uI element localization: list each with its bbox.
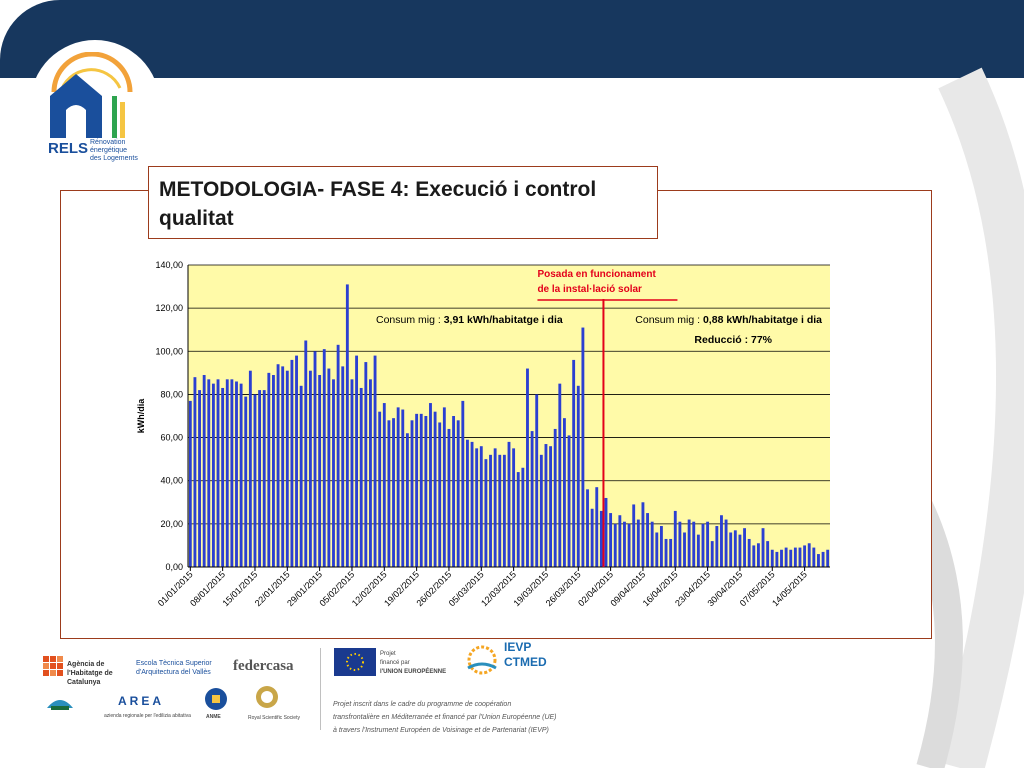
- data-bar: [443, 407, 446, 567]
- data-bar: [193, 377, 196, 567]
- data-bar: [369, 379, 372, 567]
- y-tick-label: 120,00: [155, 303, 183, 314]
- data-bar: [669, 539, 672, 567]
- data-bar: [812, 548, 815, 567]
- data-bar: [263, 390, 266, 567]
- data-bar: [794, 548, 797, 567]
- data-bar: [494, 448, 497, 567]
- x-tick-label: 07/05/2015: [737, 569, 777, 609]
- data-bar: [808, 543, 811, 567]
- data-bar: [581, 328, 584, 567]
- data-bar: [729, 532, 732, 567]
- data-bar: [540, 455, 543, 567]
- data-bar: [314, 351, 317, 567]
- data-bar: [364, 362, 367, 567]
- data-bar: [341, 366, 344, 567]
- data-bar: [572, 360, 575, 567]
- logo-subtitle-line: Rénovation: [90, 139, 126, 146]
- y-axis-label: kWh/dia: [136, 398, 146, 434]
- data-bar: [526, 369, 529, 567]
- data-bar: [254, 394, 257, 567]
- data-bar: [277, 364, 280, 567]
- data-bar: [304, 341, 307, 568]
- area-logo-subtitle: azienda regionale per l'edilizia abitativa: [104, 713, 191, 719]
- data-bar: [517, 472, 520, 567]
- x-tick-label: 26/03/2015: [543, 569, 583, 609]
- y-tick-label: 20,00: [160, 518, 183, 529]
- data-bar: [609, 513, 612, 567]
- eu-funding-line: Projet: [380, 651, 396, 657]
- data-bar: [512, 448, 515, 567]
- data-bar: [678, 522, 681, 567]
- data-bar: [401, 410, 404, 567]
- data-bar: [715, 526, 718, 567]
- data-bar: [655, 532, 658, 567]
- data-bar: [475, 448, 478, 567]
- royal-scientific-society-logo: Royal Scientific Society: [248, 715, 300, 721]
- data-bar: [762, 528, 765, 567]
- data-bar: [337, 345, 340, 567]
- data-bar: [660, 526, 663, 567]
- data-bar: [327, 369, 330, 567]
- data-bar: [817, 554, 820, 567]
- event-label-line1: Posada en funcionament: [537, 269, 656, 280]
- data-bar: [748, 539, 751, 567]
- logo-subtitle-line: des Logements: [90, 155, 138, 162]
- data-bar: [498, 455, 501, 567]
- x-tick-label: 09/04/2015: [608, 569, 648, 609]
- data-bar: [614, 524, 617, 567]
- data-bar: [221, 388, 224, 567]
- data-bar: [332, 379, 335, 567]
- data-bar: [411, 420, 414, 567]
- data-bar: [461, 401, 464, 567]
- data-bar: [434, 412, 437, 567]
- data-bar: [323, 349, 326, 567]
- x-tick-label: 30/04/2015: [705, 569, 745, 609]
- data-bar: [508, 442, 511, 567]
- eu-funding-line: financé par: [380, 660, 410, 666]
- data-bar: [258, 390, 261, 567]
- data-bar: [281, 366, 284, 567]
- anme-logo-icon: [203, 686, 229, 712]
- before-average-annotation: Consum mig : 3,91 kWh/habitatge i dia: [376, 314, 563, 326]
- y-tick-label: 40,00: [160, 475, 183, 486]
- x-tick-label: 19/03/2015: [511, 569, 551, 609]
- data-bar: [244, 397, 247, 567]
- data-bar: [623, 522, 626, 567]
- data-bar: [489, 455, 492, 567]
- data-bar: [249, 371, 252, 567]
- data-bar: [387, 420, 390, 567]
- data-bar: [484, 459, 487, 567]
- y-tick-label: 60,00: [160, 432, 183, 443]
- data-bar: [595, 487, 598, 567]
- agencia-habitatge-logo-icon: [43, 656, 63, 676]
- x-tick-label: 05/02/2015: [317, 569, 357, 609]
- data-bar: [766, 541, 769, 567]
- data-bar: [503, 455, 506, 567]
- logo-subtitle: [90, 139, 150, 163]
- data-bar: [531, 431, 534, 567]
- data-bar: [720, 515, 723, 567]
- data-bar: [406, 433, 409, 567]
- data-bar: [554, 429, 557, 567]
- reduction-annotation: Reducció : 77%: [694, 334, 772, 346]
- data-bar: [549, 446, 552, 567]
- data-bar: [392, 418, 395, 567]
- data-bar: [207, 379, 210, 567]
- data-bar: [374, 356, 377, 567]
- data-bar: [466, 440, 469, 567]
- government-emblem-icon: [45, 690, 75, 714]
- x-tick-label: 14/05/2015: [770, 569, 810, 609]
- data-bar: [665, 539, 668, 567]
- x-tick-label: 22/01/2015: [252, 569, 292, 609]
- x-tick-label: 12/03/2015: [479, 569, 519, 609]
- x-tick-label: 29/01/2015: [285, 569, 325, 609]
- data-bar: [383, 403, 386, 567]
- data-bar: [577, 386, 580, 567]
- ieve-ctmed-logo-icon: [462, 640, 502, 680]
- data-bar: [212, 384, 215, 567]
- data-bar: [457, 420, 460, 567]
- event-label-line2: de la instal·lació solar: [537, 284, 642, 295]
- x-tick-label: 02/04/2015: [576, 569, 616, 609]
- x-tick-label: 15/01/2015: [220, 569, 260, 609]
- data-bar: [674, 511, 677, 567]
- data-bar: [706, 522, 709, 567]
- x-tick-label: 16/04/2015: [640, 569, 680, 609]
- data-bar: [563, 418, 566, 567]
- eu-funding-line: l'UNION EUROPÉENNE: [380, 669, 447, 675]
- disclaimer-line: à travers l'Instrument Européen de Voisinage et de Partenariat (IEVP): [333, 727, 549, 734]
- data-bar: [346, 284, 349, 567]
- data-bar: [295, 356, 298, 567]
- data-bar: [217, 379, 220, 567]
- data-bar: [618, 515, 621, 567]
- data-bar: [355, 356, 358, 567]
- data-bar: [452, 416, 455, 567]
- disclaimer-line: transfrontalière en Méditerranée et financé par l'Union Européenne (UE): [333, 714, 557, 721]
- data-bar: [642, 502, 645, 567]
- data-bar: [203, 375, 206, 567]
- federcasa-logo: federcasa: [233, 658, 294, 674]
- data-bar: [318, 375, 321, 567]
- x-tick-label: 12/02/2015: [349, 569, 389, 609]
- data-bar: [351, 379, 354, 567]
- data-bar: [637, 520, 640, 567]
- data-bar: [235, 381, 238, 567]
- area-logo: AREA: [118, 694, 165, 708]
- data-bar: [471, 442, 474, 567]
- data-bar: [480, 446, 483, 567]
- data-bar: [628, 524, 631, 567]
- x-tick-label: 23/04/2015: [673, 569, 713, 609]
- data-bar: [545, 444, 548, 567]
- data-bar: [780, 550, 783, 567]
- data-bar: [415, 414, 418, 567]
- data-bar: [739, 535, 742, 567]
- x-tick-label: 01/01/2015: [155, 569, 195, 609]
- data-bar: [799, 548, 802, 567]
- data-bar: [272, 375, 275, 567]
- data-bar: [697, 535, 700, 567]
- data-bar: [198, 390, 201, 567]
- escola-tecnica-logo: Escola Tècnica Superior d'Arquitectura del Vallès: [136, 660, 212, 676]
- data-bar: [189, 401, 192, 567]
- footer-divider: [320, 648, 321, 730]
- data-bar: [775, 552, 778, 567]
- data-bar: [600, 511, 603, 567]
- data-bar: [752, 545, 755, 567]
- data-bar: [771, 550, 774, 567]
- data-bar: [360, 388, 363, 567]
- data-bar: [646, 513, 649, 567]
- data-bar: [743, 528, 746, 567]
- data-bar: [300, 386, 303, 567]
- data-bar: [632, 504, 635, 567]
- data-bar: [286, 371, 289, 567]
- data-bar: [702, 524, 705, 567]
- data-bar: [448, 429, 451, 567]
- data-bar: [226, 379, 229, 567]
- data-bar: [586, 489, 589, 567]
- ieve-logo-text: IEVP: [504, 640, 532, 654]
- data-bar: [309, 371, 312, 567]
- funding-disclaimer: [333, 698, 593, 737]
- agencia-habitatge-logo: Agència de l'Habitatge de Catalunya: [67, 661, 113, 686]
- data-bar: [734, 530, 737, 567]
- title-box: [148, 166, 658, 239]
- anme-logo: ANME: [206, 714, 221, 720]
- data-bar: [230, 379, 233, 567]
- disclaimer-line: Projet inscrit dans le cadre du programme de coopération: [333, 701, 512, 708]
- y-tick-label: 80,00: [160, 389, 183, 400]
- data-bar: [267, 373, 270, 567]
- royal-scientific-society-logo-icon: [254, 684, 280, 712]
- x-tick-label: 08/01/2015: [188, 569, 228, 609]
- eu-funding-logo: [380, 650, 446, 677]
- data-bar: [535, 394, 538, 567]
- data-bar: [240, 384, 243, 567]
- data-bar: [688, 520, 691, 567]
- data-bar: [711, 541, 714, 567]
- logo-name: RELS: [48, 140, 89, 157]
- data-bar: [591, 509, 594, 567]
- data-bar: [651, 522, 654, 567]
- data-bar: [290, 360, 293, 567]
- data-bar: [785, 548, 788, 567]
- data-bar: [568, 435, 571, 567]
- y-tick-label: 0,00: [165, 562, 183, 572]
- data-bar: [803, 545, 806, 567]
- after-average-annotation: Consum mig : 0,88 kWh/habitatge i dia: [635, 314, 822, 326]
- logo-subtitle-line: énergétique: [90, 147, 127, 154]
- data-bar: [757, 543, 760, 567]
- data-bar: [826, 550, 829, 567]
- ctmed-logo-text: CTMED: [504, 655, 547, 669]
- x-tick-label: 26/02/2015: [414, 569, 454, 609]
- data-bar: [429, 403, 432, 567]
- data-bar: [725, 520, 728, 567]
- slide-title: METODOLOGIA- FASE 4: Execució i control qualitat: [159, 178, 597, 230]
- data-bar: [683, 532, 686, 567]
- data-bar: [438, 422, 441, 567]
- data-bar: [420, 414, 423, 567]
- data-bar: [822, 552, 825, 567]
- eu-flag-icon: [334, 648, 376, 676]
- y-tick-label: 140,00: [155, 260, 183, 270]
- data-bar: [397, 407, 400, 567]
- data-bar: [558, 384, 561, 567]
- data-bar: [521, 468, 524, 567]
- data-bar: [789, 550, 792, 567]
- data-bar: [378, 412, 381, 567]
- consumption-chart: [120, 250, 840, 635]
- rels-logo-icon: [46, 52, 136, 142]
- data-bar: [692, 522, 695, 567]
- data-bar: [424, 416, 427, 567]
- x-tick-label: 05/03/2015: [446, 569, 486, 609]
- y-tick-label: 100,00: [155, 346, 183, 357]
- x-tick-label: 19/02/2015: [382, 569, 422, 609]
- data-bar: [605, 498, 608, 567]
